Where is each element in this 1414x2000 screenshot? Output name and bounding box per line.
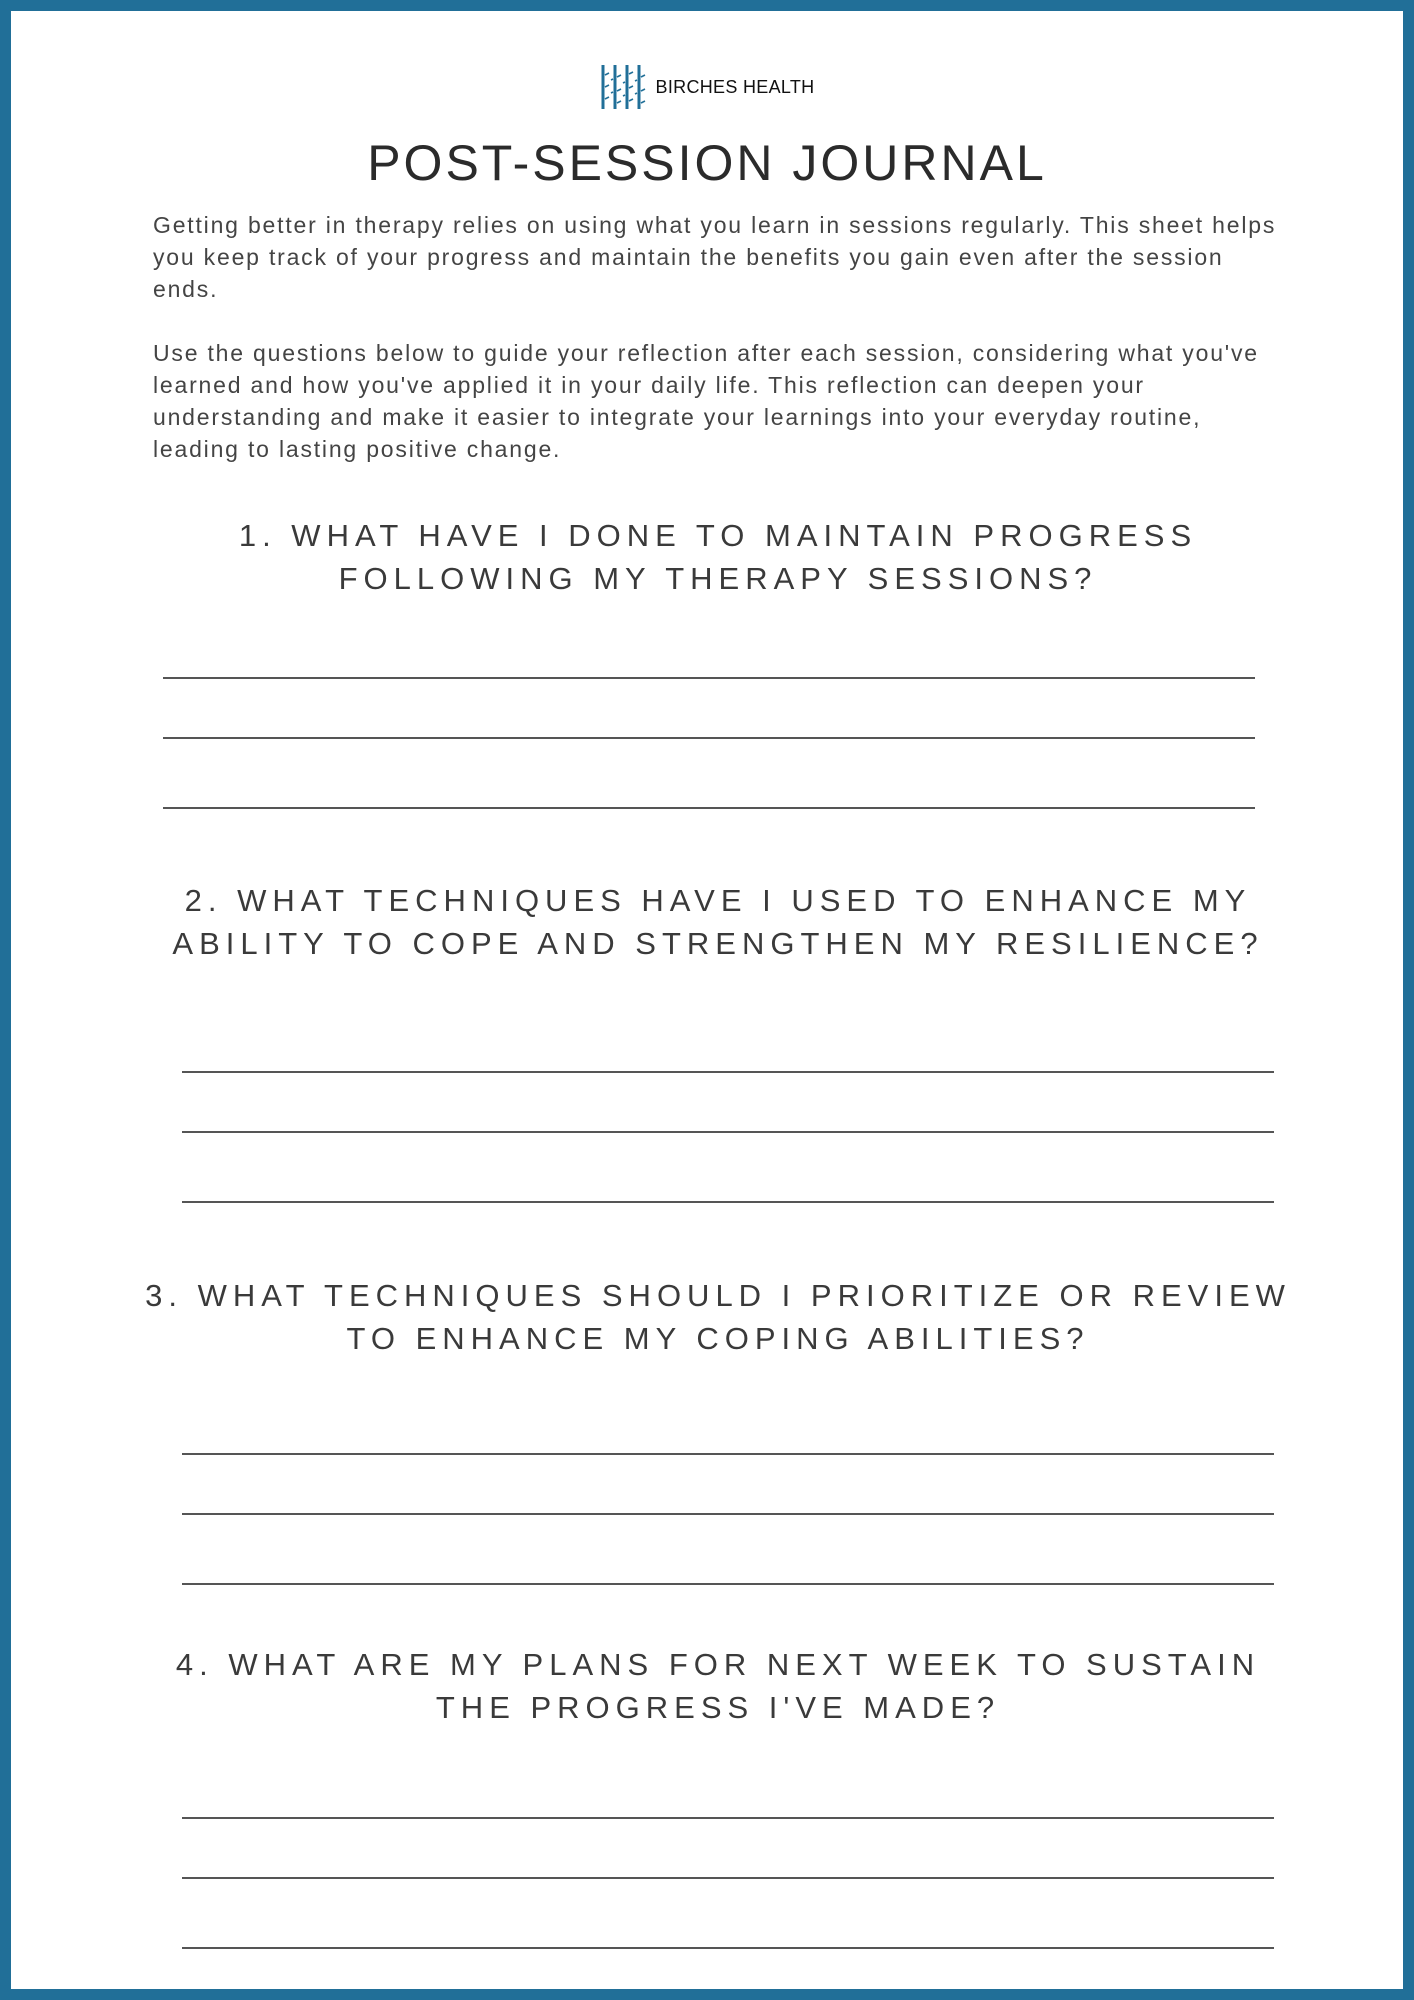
intro-paragraph-2: Use the questions below to guide your reflection after each session, considering what you've learned and how you've applied it in your daily life. This reflection can deepen your understanding and make it easier to integrate your learnings into your everyday routine, leading to lasting positive change. (153, 340, 1259, 462)
answer-line[interactable] (182, 1201, 1274, 1203)
brand-name: BIRCHES HEALTH (655, 76, 815, 97)
question-1-line-2: FOLLOWING MY THERAPY SESSIONS? (338, 561, 1098, 596)
question-2-line-1: 2. WHAT TECHNIQUES HAVE I USED TO ENHANCE MY (184, 883, 1252, 918)
birch-trees-icon (600, 65, 646, 109)
question-4-heading (111, 1643, 1325, 1729)
answer-line[interactable] (163, 807, 1255, 809)
answer-line[interactable] (182, 1513, 1274, 1515)
question-4-line-1: 4. WHAT ARE MY PLANS FOR NEXT WEEK TO SUSTAIN (175, 1647, 1261, 1682)
question-3-line-1: 3. WHAT TECHNIQUES SHOULD I PRIORITIZE OR REVIEW (145, 1278, 1291, 1313)
question-1-heading (111, 514, 1325, 600)
question-1-line-1: 1. WHAT HAVE I DONE TO MAINTAIN PROGRESS (238, 518, 1198, 553)
question-2-line-2: ABILITY TO COPE AND STRENGTHEN MY RESILIENCE? (172, 926, 1264, 961)
answer-line[interactable] (163, 677, 1255, 679)
question-4-line-2: THE PROGRESS I'VE MADE? (435, 1690, 1001, 1725)
answer-line[interactable] (182, 1453, 1274, 1455)
page-title: POST-SESSION JOURNAL (367, 135, 1047, 191)
answer-line[interactable] (163, 737, 1255, 739)
question-3-line-2: TO ENHANCE MY COPING ABILITIES? (346, 1321, 1090, 1356)
brand-logo (11, 65, 1403, 109)
answer-line[interactable] (182, 1947, 1274, 1949)
answer-line[interactable] (182, 1131, 1274, 1133)
intro-paragraph-1: Getting better in therapy relies on using what you learn in sessions regularly. This sheet helps you keep track of your progress and maintain the benefits you gain even after the session ends. (153, 212, 1277, 302)
question-2-heading (111, 879, 1325, 965)
answer-line[interactable] (182, 1071, 1274, 1073)
answer-line[interactable] (182, 1583, 1274, 1585)
answer-line[interactable] (182, 1817, 1274, 1819)
question-3-heading (111, 1274, 1325, 1360)
answer-line[interactable] (182, 1877, 1274, 1879)
